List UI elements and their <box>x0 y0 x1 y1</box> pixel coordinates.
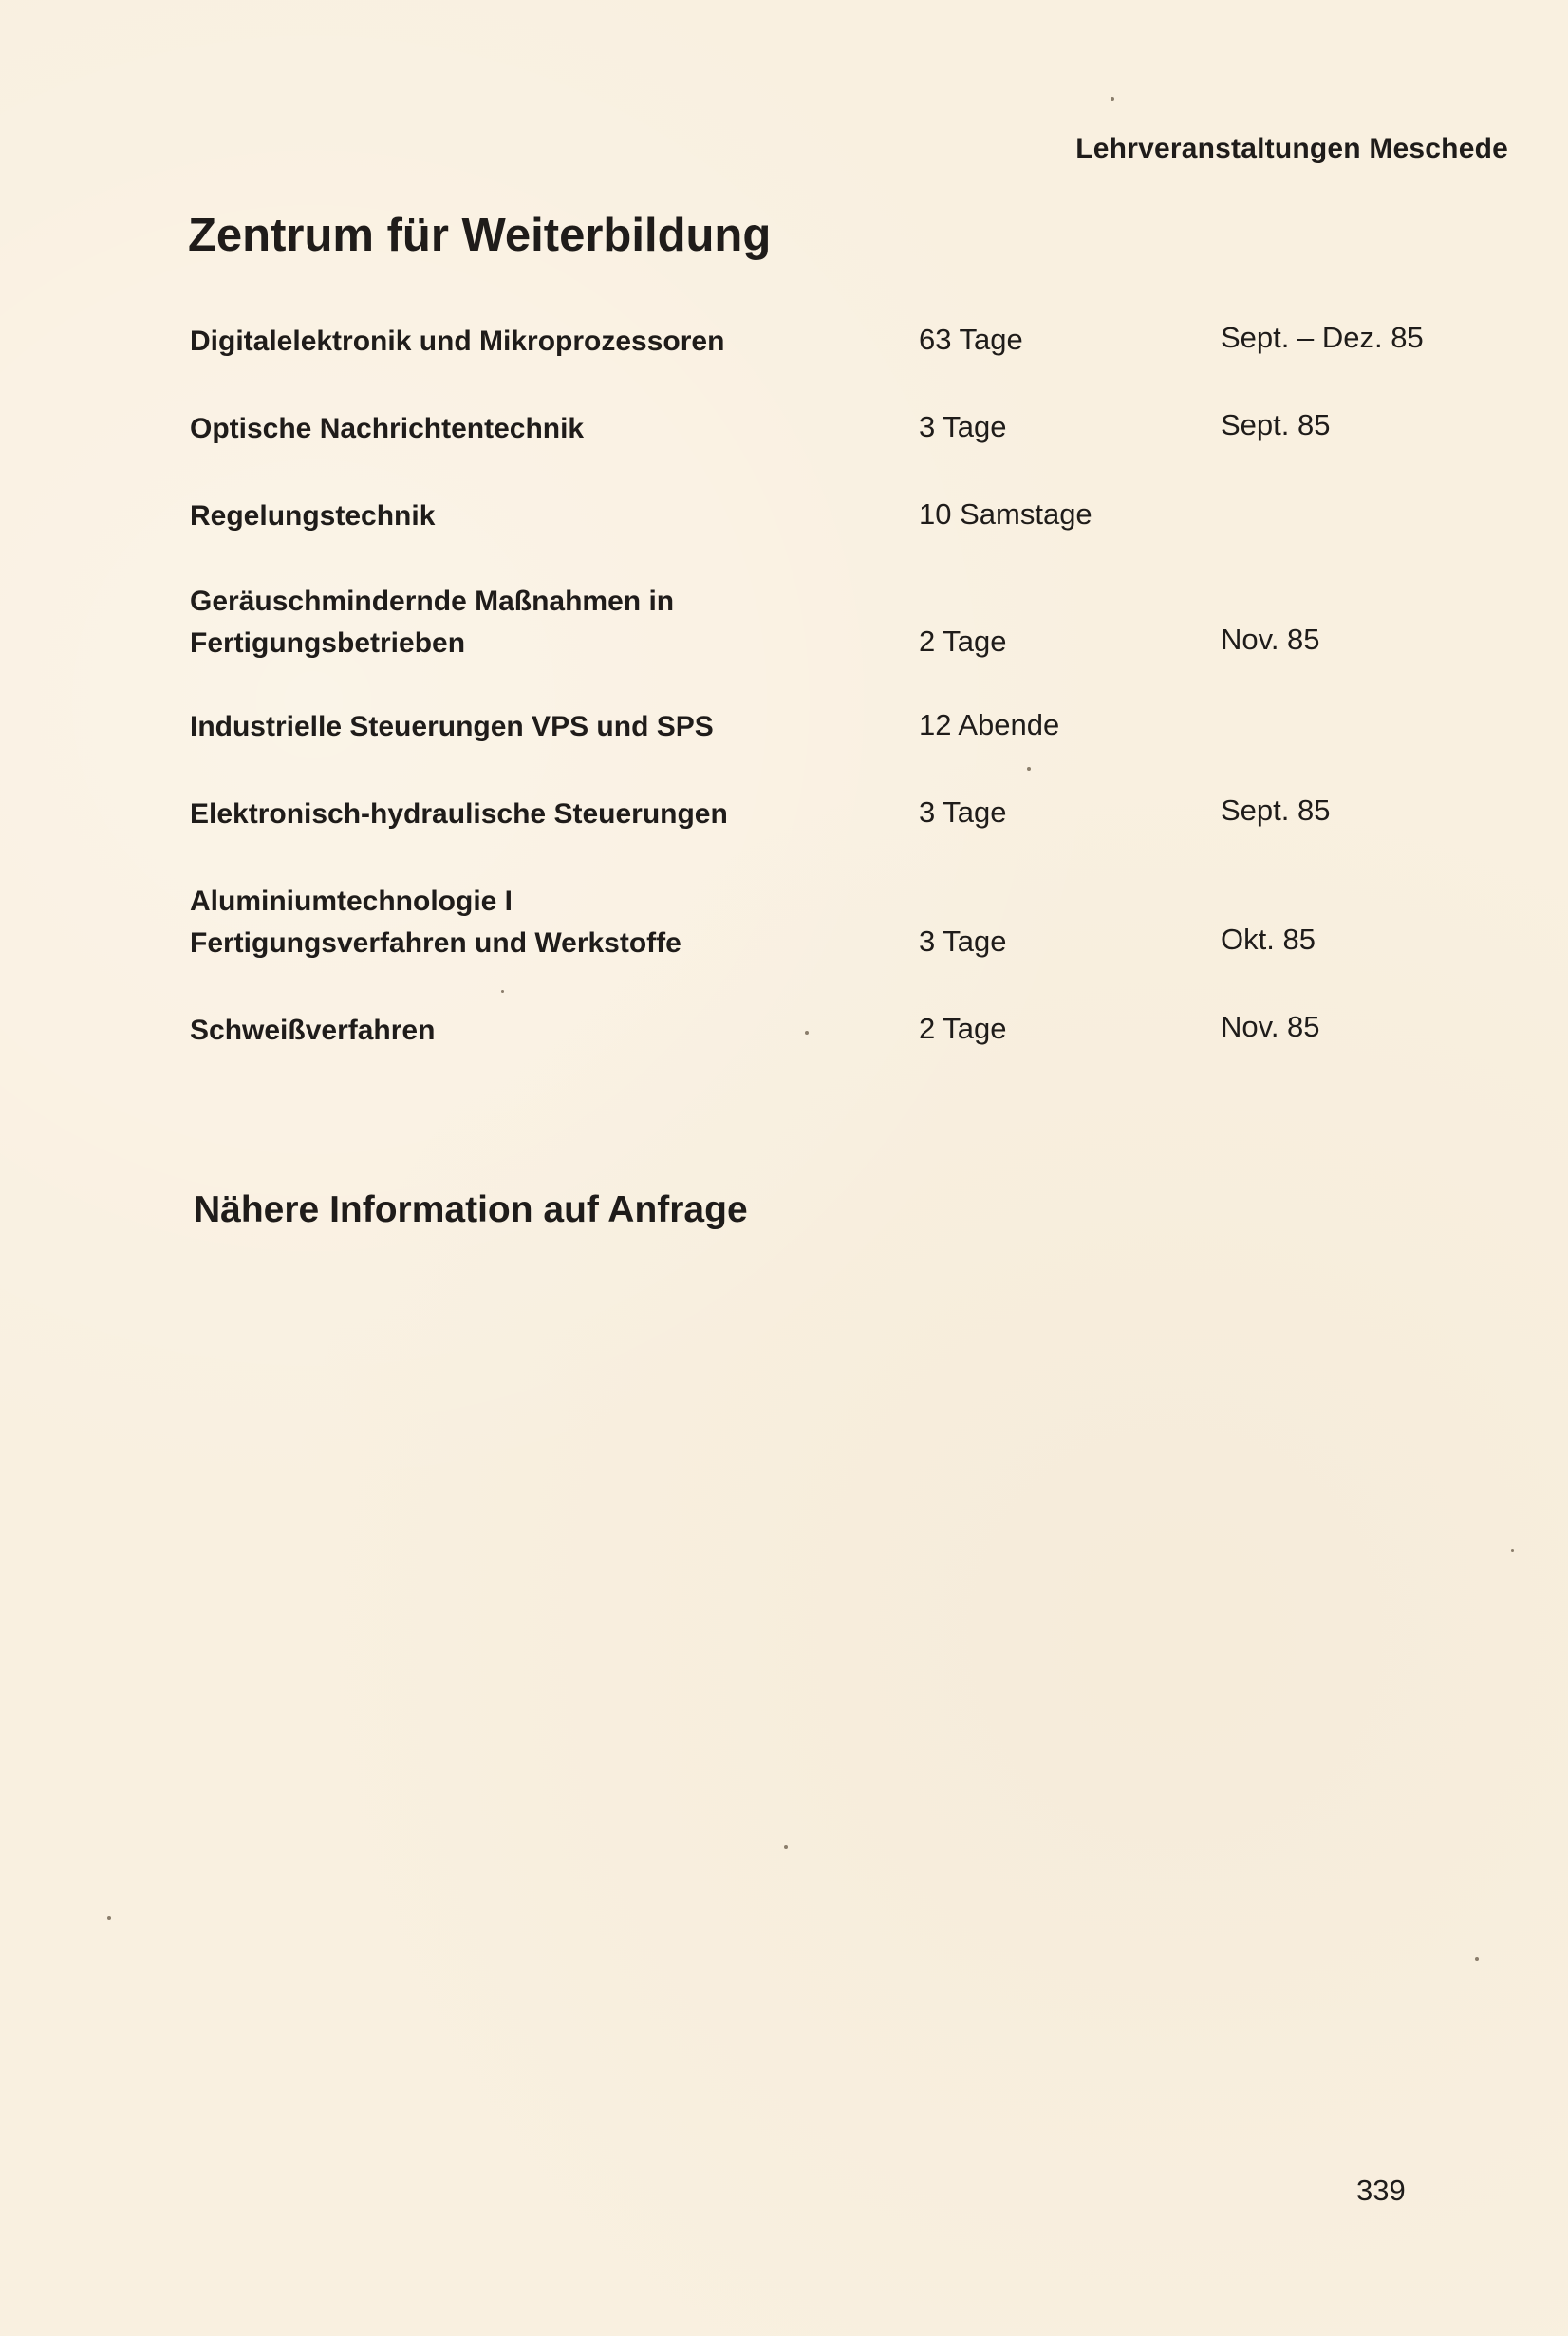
course-row <box>0 397 1568 450</box>
course-period: Nov. 85 <box>1221 1010 1320 1043</box>
course-name-line: Digitalelektronik und Mikroprozessoren <box>190 326 725 357</box>
course-name-line: Optische Nachrichtentechnik <box>190 413 585 444</box>
info-note: Nähere Information auf Anfrage <box>194 1189 748 1230</box>
running-header: Lehrveranstaltungen Meschede <box>1075 133 1508 164</box>
course-period: Nov. 85 <box>1221 623 1320 656</box>
course-name-line: Geräuschmindernde Maßnahmen in <box>190 586 675 617</box>
course-name <box>190 495 854 537</box>
paper-speck <box>1111 97 1114 101</box>
course-row <box>0 484 1568 537</box>
course-name <box>190 581 854 664</box>
course-duration: 2 Tage <box>919 1012 1007 1045</box>
course-name-line: Fertigungsbetrieben <box>190 627 466 659</box>
course-name-line: Aluminiumtechnologie I <box>190 886 513 917</box>
course-row <box>0 570 1568 664</box>
course-period: Sept. 85 <box>1221 794 1331 827</box>
course-name-line: Schweißverfahren <box>190 1015 436 1046</box>
paper-speck <box>107 1916 111 1920</box>
course-duration: 3 Tage <box>919 925 1007 958</box>
course-row <box>0 309 1568 363</box>
course-name <box>190 706 854 748</box>
course-duration: 12 Abende <box>919 708 1060 741</box>
course-period: Okt. 85 <box>1221 923 1316 956</box>
course-duration: 63 Tage <box>919 323 1023 356</box>
page-title: Zentrum für Weiterbildung <box>188 210 772 261</box>
course-row <box>0 997 1568 1052</box>
paper-speck <box>1475 1957 1479 1961</box>
course-period: Sept. – Dez. 85 <box>1221 321 1424 354</box>
page-number: 339 <box>1356 2174 1406 2207</box>
course-name <box>190 408 854 450</box>
course-row <box>0 782 1568 835</box>
course-name-line: Elektronisch-hydraulische Steuerungen <box>190 798 728 830</box>
course-row <box>0 693 1568 748</box>
course-duration: 10 Samstage <box>919 497 1092 531</box>
course-name <box>190 1010 854 1052</box>
course-period: Sept. 85 <box>1221 408 1331 441</box>
course-name <box>190 881 854 964</box>
course-duration: 3 Tage <box>919 795 1007 829</box>
course-name <box>190 321 854 363</box>
course-duration: 3 Tage <box>919 410 1007 443</box>
course-row <box>0 869 1568 964</box>
course-name-line: Fertigungsverfahren und Werkstoffe <box>190 927 681 959</box>
course-name-line: Industrielle Steuerungen VPS und SPS <box>190 711 714 742</box>
paper-speck <box>805 1031 809 1035</box>
paper-speck <box>1027 767 1031 771</box>
course-name <box>190 794 854 835</box>
paper-speck <box>1511 1549 1514 1552</box>
course-name-line: Regelungstechnik <box>190 500 436 532</box>
paper-speck <box>784 1845 788 1849</box>
course-duration: 2 Tage <box>919 625 1007 658</box>
paper-speck <box>501 990 504 993</box>
